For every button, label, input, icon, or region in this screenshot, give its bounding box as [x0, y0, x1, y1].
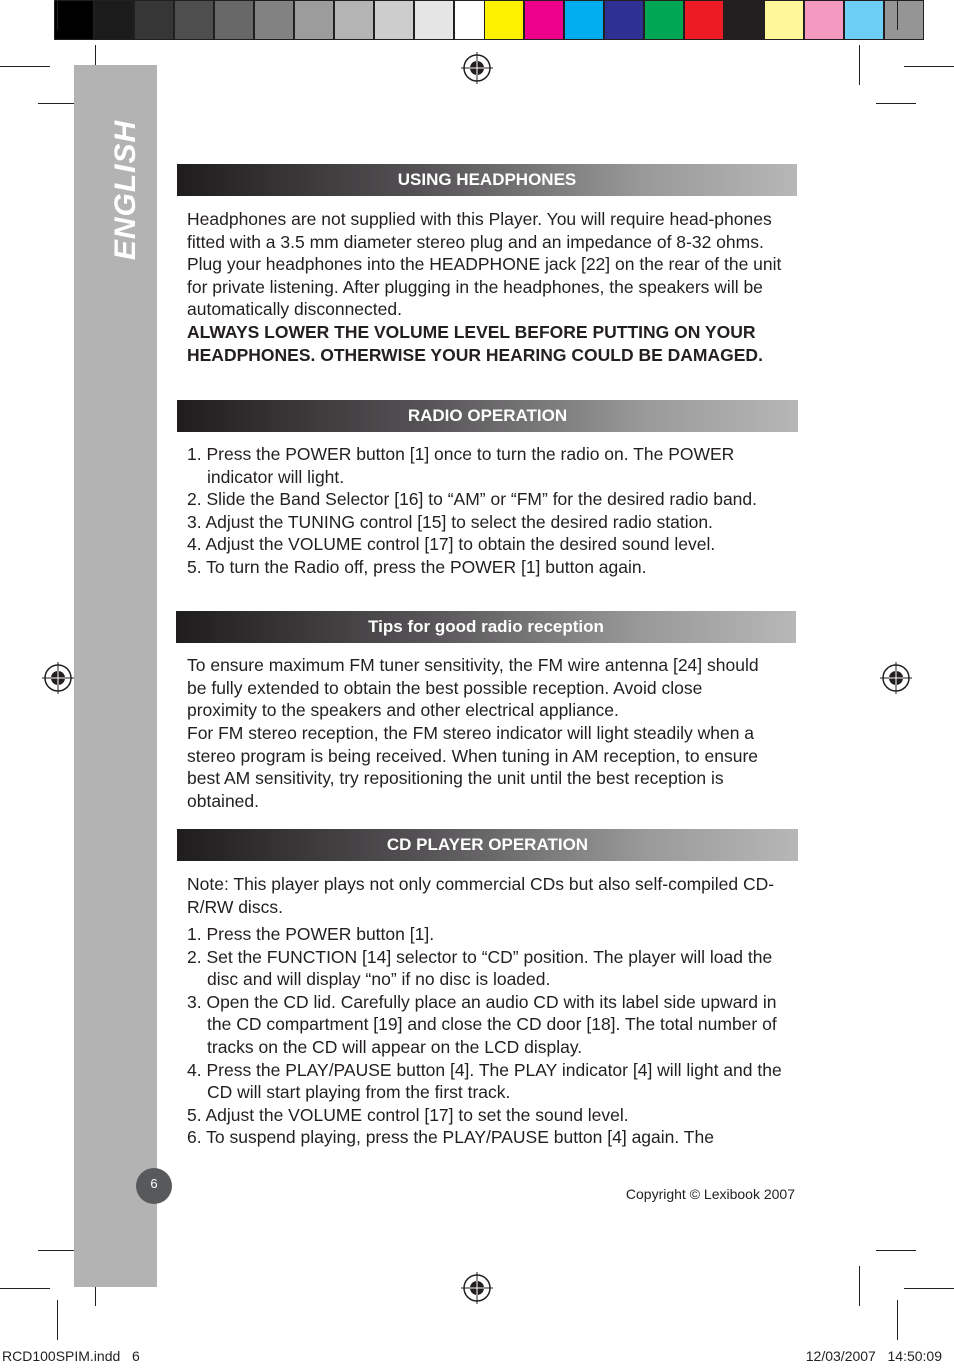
list-item: 1. Press the POWER button [1] once to turn the radio on. The POWER indicator will light. [187, 444, 735, 487]
color-swatch [684, 0, 724, 40]
registration-mark-icon [461, 52, 493, 84]
language-label: ENGLISH [109, 119, 142, 261]
color-swatch [644, 0, 684, 40]
crop-mark [876, 1250, 916, 1251]
registration-mark-icon [880, 662, 912, 694]
page-number-badge: 6 [136, 1168, 172, 1204]
color-swatch [564, 0, 604, 40]
crop-mark [904, 66, 954, 67]
headphones-body: Headphones are not supplied with this Player. You will require head-phones fitted with a 3.5 mm diameter stereo plug and an impedance of 8-32 ohms. Plug your headphones into the HEADPHONE jack [22] on the rear of the unit for private listening. After plugging in the headphones, the speakers will be automatically disconnected. [187, 209, 782, 320]
color-swatch [214, 0, 254, 40]
color-swatch [134, 0, 174, 40]
list-item: 6. To suspend playing, press the PLAY/PAUSE button [4] again. The [187, 1127, 714, 1148]
crop-mark [876, 103, 916, 104]
color-swatch [94, 0, 134, 40]
slug-timestamp: 12/03/2007 14:50:09 [805, 1348, 942, 1364]
section-header-headphones: USING HEADPHONES [177, 164, 797, 196]
color-swatch [524, 0, 564, 40]
list-item: 3. Open the CD lid. Carefully place an audio CD with its label side upward in the CD compartment [19] and close the CD door [18]. The total number of tracks on the CD will appear on the LCD display. [187, 991, 777, 1057]
color-swatch [764, 0, 804, 40]
list-item: 5. To turn the Radio off, press the POWER [1] button again. [187, 556, 647, 577]
color-swatch [604, 0, 644, 40]
list-item: 3. Adjust the TUNING control [15] to select the desired radio station. [187, 511, 713, 532]
color-swatch [54, 0, 94, 40]
list-item: 2. Slide the Band Selector [16] to “AM” or “FM” for the desired radio band. [187, 489, 757, 510]
color-swatch [334, 0, 374, 40]
crop-mark [904, 1288, 954, 1289]
color-swatch [804, 0, 844, 40]
color-swatch [884, 0, 924, 40]
list-item: 4. Press the PLAY/PAUSE button [4]. The PLAY indicator [4] will light and the CD will start playing from the first track. [187, 1059, 782, 1103]
list-item: 1. Press the POWER button [1]. [187, 924, 435, 944]
process-color-swatches [484, 0, 924, 40]
cd-steps [187, 923, 799, 1149]
tips-body-2: For FM stereo reception, the FM stereo indicator will light steadily when a stereo program is being received. When tuning in AM reception, to ensure best AM sensitivity, try repositioning the unit until the best reception is obtained. [187, 723, 759, 811]
color-swatch [724, 0, 764, 40]
section-header-cd: CD PLAYER OPERATION [177, 829, 798, 861]
crop-mark [897, 1300, 898, 1340]
color-swatch [484, 0, 524, 40]
crop-mark [57, 0, 58, 30]
crop-mark [38, 1250, 78, 1251]
copyright-text: Copyright © Lexibook 2007 [625, 1186, 795, 1202]
section-header-radio: RADIO OPERATION [177, 400, 798, 432]
headphones-warning: ALWAYS LOWER THE VOLUME LEVEL BEFORE PUTTING ON YOUR HEADPHONES. OTHERWISE YOUR HEARING COULD BE DAMAGED. [187, 322, 763, 365]
list-item: 5. Adjust the VOLUME control [17] to set the sound level. [187, 1104, 629, 1125]
grayscale-swatches [54, 0, 494, 40]
section-header-tips: Tips for good radio reception [176, 611, 796, 643]
crop-mark [0, 66, 50, 67]
list-item: 4. Adjust the VOLUME control [17] to obtain the desired sound level. [187, 534, 716, 555]
color-swatch [844, 0, 884, 40]
slug-file-name: RCD100SPIM.indd 6 [2, 1348, 140, 1364]
color-swatch [294, 0, 334, 40]
tips-body-1: To ensure maximum FM tuner sensitivity, the FM wire antenna [24] should be fully extended to obtain the best possible reception. Avoid close proximity to the speakers and other electrical appliance. [187, 655, 759, 721]
color-swatch [174, 0, 214, 40]
cd-note: Note: This player plays not only commercial CDs but also self-compiled CD-R/RW discs. [187, 874, 775, 917]
crop-mark [897, 0, 898, 30]
radio-steps [187, 443, 787, 579]
color-swatch [414, 0, 454, 40]
crop-mark [38, 103, 78, 104]
color-swatch [374, 0, 414, 40]
crop-mark [0, 1288, 50, 1289]
crop-mark [859, 1266, 860, 1306]
crop-mark [57, 1300, 58, 1340]
crop-mark [859, 45, 860, 85]
registration-mark-icon [42, 662, 74, 694]
color-swatch [254, 0, 294, 40]
registration-mark-icon [461, 1272, 493, 1304]
list-item: 2. Set the FUNCTION [14] selector to “CD” position. The player will load the disc and will display “no” if no disc is loaded. [187, 946, 773, 990]
